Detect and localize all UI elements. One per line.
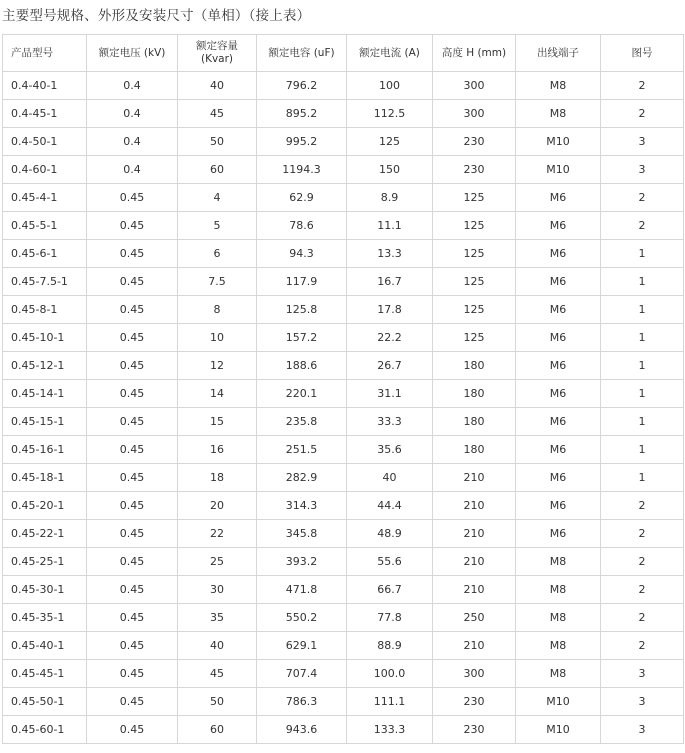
cell-rated-current: 8.9 [347, 184, 433, 212]
cell-rated-current: 31.1 [347, 380, 433, 408]
cell-rated-capacity: 45 [178, 100, 257, 128]
cell-rated-capacity: 50 [178, 128, 257, 156]
cell-rated-voltage: 0.45 [87, 296, 178, 324]
cell-rated-capacitance: 314.3 [257, 492, 347, 520]
cell-rated-capacity: 40 [178, 632, 257, 660]
cell-terminal: M6 [516, 464, 601, 492]
header-terminal: 出线端子 [516, 35, 601, 72]
cell-terminal: M6 [516, 492, 601, 520]
cell-terminal: M10 [516, 128, 601, 156]
cell-height: 125 [433, 324, 516, 352]
table-row [3, 128, 684, 156]
cell-rated-current: 33.3 [347, 408, 433, 436]
cell-figure-no: 2 [601, 212, 684, 240]
page-title: 主要型号规格、外形及安装尺寸（单相）（接上表） [2, 8, 311, 24]
cell-rated-capacity: 7.5 [178, 268, 257, 296]
cell-terminal: M6 [516, 268, 601, 296]
cell-height: 180 [433, 380, 516, 408]
cell-rated-voltage: 0.4 [87, 72, 178, 100]
cell-figure-no: 3 [601, 128, 684, 156]
spec-table [2, 34, 684, 744]
table-row [3, 464, 684, 492]
cell-rated-capacitance: 786.3 [257, 688, 347, 716]
cell-rated-current: 150 [347, 156, 433, 184]
cell-rated-current: 66.7 [347, 576, 433, 604]
table-row [3, 296, 684, 324]
cell-height: 180 [433, 408, 516, 436]
cell-height: 210 [433, 464, 516, 492]
table-row [3, 520, 684, 548]
cell-rated-capacity: 35 [178, 604, 257, 632]
cell-rated-capacitance: 550.2 [257, 604, 347, 632]
cell-rated-current: 100 [347, 72, 433, 100]
cell-terminal: M6 [516, 520, 601, 548]
table-row [3, 100, 684, 128]
cell-model: 0.45-6-1 [3, 240, 87, 268]
cell-rated-capacity: 12 [178, 352, 257, 380]
table-row [3, 184, 684, 212]
header-rated-voltage: 额定电压 (kV) [87, 35, 178, 72]
cell-rated-current: 77.8 [347, 604, 433, 632]
cell-rated-capacitance: 471.8 [257, 576, 347, 604]
cell-terminal: M8 [516, 632, 601, 660]
cell-figure-no: 1 [601, 324, 684, 352]
cell-model: 0.4-60-1 [3, 156, 87, 184]
header-figure-no: 图号 [601, 35, 684, 72]
cell-figure-no: 1 [601, 296, 684, 324]
cell-model: 0.45-60-1 [3, 716, 87, 744]
cell-height: 300 [433, 100, 516, 128]
cell-rated-capacitance: 629.1 [257, 632, 347, 660]
cell-rated-capacity: 40 [178, 72, 257, 100]
table-row [3, 72, 684, 100]
cell-rated-capacity: 16 [178, 436, 257, 464]
header-rated-capacitance: 额定电容 (uF) [257, 35, 347, 72]
cell-terminal: M10 [516, 688, 601, 716]
cell-model: 0.45-5-1 [3, 212, 87, 240]
cell-height: 210 [433, 548, 516, 576]
cell-rated-voltage: 0.45 [87, 492, 178, 520]
cell-rated-capacitance: 895.2 [257, 100, 347, 128]
cell-rated-voltage: 0.45 [87, 184, 178, 212]
cell-terminal: M6 [516, 324, 601, 352]
cell-rated-voltage: 0.45 [87, 716, 178, 744]
cell-figure-no: 2 [601, 604, 684, 632]
cell-rated-voltage: 0.45 [87, 688, 178, 716]
cell-figure-no: 1 [601, 464, 684, 492]
cell-rated-capacitance: 707.4 [257, 660, 347, 688]
header-model: 产品型号 [3, 35, 87, 72]
cell-rated-capacity: 10 [178, 324, 257, 352]
cell-height: 210 [433, 632, 516, 660]
cell-model: 0.45-4-1 [3, 184, 87, 212]
cell-terminal: M8 [516, 604, 601, 632]
cell-rated-capacitance: 1194.3 [257, 156, 347, 184]
cell-figure-no: 2 [601, 548, 684, 576]
cell-height: 125 [433, 212, 516, 240]
cell-figure-no: 1 [601, 408, 684, 436]
cell-height: 210 [433, 520, 516, 548]
cell-rated-capacity: 60 [178, 156, 257, 184]
cell-figure-no: 2 [601, 520, 684, 548]
cell-figure-no: 2 [601, 576, 684, 604]
table-row [3, 352, 684, 380]
cell-rated-capacitance: 188.6 [257, 352, 347, 380]
header-row [3, 35, 684, 72]
cell-rated-current: 22.2 [347, 324, 433, 352]
cell-rated-capacitance: 995.2 [257, 128, 347, 156]
cell-model: 0.45-18-1 [3, 464, 87, 492]
cell-rated-current: 133.3 [347, 716, 433, 744]
cell-rated-capacitance: 220.1 [257, 380, 347, 408]
table-row [3, 688, 684, 716]
cell-height: 300 [433, 72, 516, 100]
cell-model: 0.45-35-1 [3, 604, 87, 632]
table-row [3, 212, 684, 240]
cell-height: 125 [433, 240, 516, 268]
cell-height: 125 [433, 184, 516, 212]
cell-figure-no: 2 [601, 100, 684, 128]
cell-model: 0.45-10-1 [3, 324, 87, 352]
cell-rated-voltage: 0.45 [87, 240, 178, 268]
cell-figure-no: 1 [601, 436, 684, 464]
cell-model: 0.45-12-1 [3, 352, 87, 380]
cell-rated-current: 17.8 [347, 296, 433, 324]
cell-figure-no: 1 [601, 380, 684, 408]
cell-rated-current: 100.0 [347, 660, 433, 688]
cell-terminal: M6 [516, 184, 601, 212]
cell-rated-capacitance: 796.2 [257, 72, 347, 100]
cell-rated-capacity: 18 [178, 464, 257, 492]
table-row [3, 408, 684, 436]
cell-rated-capacitance: 282.9 [257, 464, 347, 492]
cell-height: 230 [433, 128, 516, 156]
cell-figure-no: 3 [601, 660, 684, 688]
cell-figure-no: 3 [601, 688, 684, 716]
cell-terminal: M6 [516, 212, 601, 240]
cell-rated-voltage: 0.45 [87, 576, 178, 604]
cell-terminal: M6 [516, 408, 601, 436]
cell-rated-voltage: 0.4 [87, 100, 178, 128]
cell-height: 180 [433, 352, 516, 380]
cell-height: 250 [433, 604, 516, 632]
cell-rated-capacitance: 62.9 [257, 184, 347, 212]
cell-rated-voltage: 0.45 [87, 212, 178, 240]
cell-model: 0.4-50-1 [3, 128, 87, 156]
table-body [3, 72, 684, 744]
table-row [3, 156, 684, 184]
table-row [3, 324, 684, 352]
table-row [3, 240, 684, 268]
cell-model: 0.45-20-1 [3, 492, 87, 520]
cell-rated-capacity: 30 [178, 576, 257, 604]
cell-terminal: M6 [516, 380, 601, 408]
cell-rated-voltage: 0.45 [87, 352, 178, 380]
table-row [3, 548, 684, 576]
cell-terminal: M6 [516, 240, 601, 268]
cell-rated-capacitance: 943.6 [257, 716, 347, 744]
cell-rated-capacity: 50 [178, 688, 257, 716]
table-row [3, 380, 684, 408]
cell-terminal: M6 [516, 352, 601, 380]
cell-figure-no: 3 [601, 156, 684, 184]
cell-height: 230 [433, 688, 516, 716]
cell-model: 0.45-30-1 [3, 576, 87, 604]
cell-rated-voltage: 0.45 [87, 520, 178, 548]
cell-rated-current: 26.7 [347, 352, 433, 380]
table-row [3, 604, 684, 632]
cell-model: 0.45-16-1 [3, 436, 87, 464]
cell-figure-no: 1 [601, 268, 684, 296]
cell-rated-capacity: 8 [178, 296, 257, 324]
cell-rated-capacitance: 235.8 [257, 408, 347, 436]
cell-model: 0.45-7.5-1 [3, 268, 87, 296]
cell-rated-capacitance: 251.5 [257, 436, 347, 464]
cell-rated-capacity: 14 [178, 380, 257, 408]
cell-rated-voltage: 0.45 [87, 464, 178, 492]
cell-rated-voltage: 0.4 [87, 128, 178, 156]
cell-rated-voltage: 0.45 [87, 660, 178, 688]
cell-rated-capacitance: 345.8 [257, 520, 347, 548]
cell-rated-capacity: 5 [178, 212, 257, 240]
table-row [3, 576, 684, 604]
cell-rated-voltage: 0.45 [87, 632, 178, 660]
cell-terminal: M8 [516, 576, 601, 604]
cell-rated-current: 13.3 [347, 240, 433, 268]
cell-rated-capacity: 25 [178, 548, 257, 576]
cell-height: 180 [433, 436, 516, 464]
table-row [3, 492, 684, 520]
cell-model: 0.45-22-1 [3, 520, 87, 548]
cell-height: 125 [433, 296, 516, 324]
cell-rated-capacity: 6 [178, 240, 257, 268]
cell-height: 230 [433, 716, 516, 744]
cell-figure-no: 2 [601, 72, 684, 100]
cell-figure-no: 1 [601, 352, 684, 380]
cell-height: 210 [433, 576, 516, 604]
cell-height: 230 [433, 156, 516, 184]
cell-terminal: M10 [516, 716, 601, 744]
cell-rated-voltage: 0.45 [87, 436, 178, 464]
cell-terminal: M8 [516, 72, 601, 100]
cell-rated-capacitance: 78.6 [257, 212, 347, 240]
cell-rated-capacitance: 117.9 [257, 268, 347, 296]
cell-rated-current: 111.1 [347, 688, 433, 716]
cell-model: 0.45-25-1 [3, 548, 87, 576]
cell-figure-no: 2 [601, 184, 684, 212]
cell-figure-no: 2 [601, 632, 684, 660]
cell-rated-capacity: 4 [178, 184, 257, 212]
cell-rated-capacity: 15 [178, 408, 257, 436]
header-height: 高度 H (mm) [433, 35, 516, 72]
cell-rated-capacitance: 125.8 [257, 296, 347, 324]
cell-rated-capacitance: 157.2 [257, 324, 347, 352]
cell-rated-capacity: 20 [178, 492, 257, 520]
cell-height: 210 [433, 492, 516, 520]
cell-model: 0.45-40-1 [3, 632, 87, 660]
cell-rated-current: 125 [347, 128, 433, 156]
table-row [3, 436, 684, 464]
cell-rated-current: 48.9 [347, 520, 433, 548]
table-row [3, 632, 684, 660]
cell-figure-no: 3 [601, 716, 684, 744]
cell-rated-voltage: 0.45 [87, 380, 178, 408]
cell-model: 0.4-45-1 [3, 100, 87, 128]
cell-figure-no: 1 [601, 240, 684, 268]
cell-rated-current: 16.7 [347, 268, 433, 296]
cell-height: 300 [433, 660, 516, 688]
cell-terminal: M6 [516, 436, 601, 464]
cell-model: 0.45-45-1 [3, 660, 87, 688]
cell-rated-capacitance: 94.3 [257, 240, 347, 268]
cell-rated-voltage: 0.45 [87, 548, 178, 576]
cell-rated-current: 55.6 [347, 548, 433, 576]
cell-rated-voltage: 0.45 [87, 604, 178, 632]
cell-rated-capacitance: 393.2 [257, 548, 347, 576]
cell-rated-current: 112.5 [347, 100, 433, 128]
cell-rated-voltage: 0.45 [87, 408, 178, 436]
cell-model: 0.45-14-1 [3, 380, 87, 408]
cell-rated-current: 40 [347, 464, 433, 492]
cell-model: 0.45-15-1 [3, 408, 87, 436]
cell-rated-current: 35.6 [347, 436, 433, 464]
header-rated-current: 额定电流 (A) [347, 35, 433, 72]
cell-model: 0.45-50-1 [3, 688, 87, 716]
cell-rated-current: 11.1 [347, 212, 433, 240]
cell-rated-voltage: 0.45 [87, 324, 178, 352]
cell-rated-capacity: 60 [178, 716, 257, 744]
cell-terminal: M8 [516, 100, 601, 128]
cell-terminal: M10 [516, 156, 601, 184]
cell-rated-current: 88.9 [347, 632, 433, 660]
header-rated-capacity: 额定容量 (Kvar) [178, 35, 257, 72]
cell-rated-current: 44.4 [347, 492, 433, 520]
cell-height: 125 [433, 268, 516, 296]
cell-terminal: M8 [516, 548, 601, 576]
table-row [3, 660, 684, 688]
cell-terminal: M6 [516, 296, 601, 324]
cell-figure-no: 2 [601, 492, 684, 520]
table-row [3, 716, 684, 744]
cell-rated-capacity: 22 [178, 520, 257, 548]
cell-model: 0.45-8-1 [3, 296, 87, 324]
cell-rated-voltage: 0.4 [87, 156, 178, 184]
cell-model: 0.4-40-1 [3, 72, 87, 100]
cell-rated-voltage: 0.45 [87, 268, 178, 296]
cell-rated-capacity: 45 [178, 660, 257, 688]
cell-terminal: M8 [516, 660, 601, 688]
table-row [3, 268, 684, 296]
